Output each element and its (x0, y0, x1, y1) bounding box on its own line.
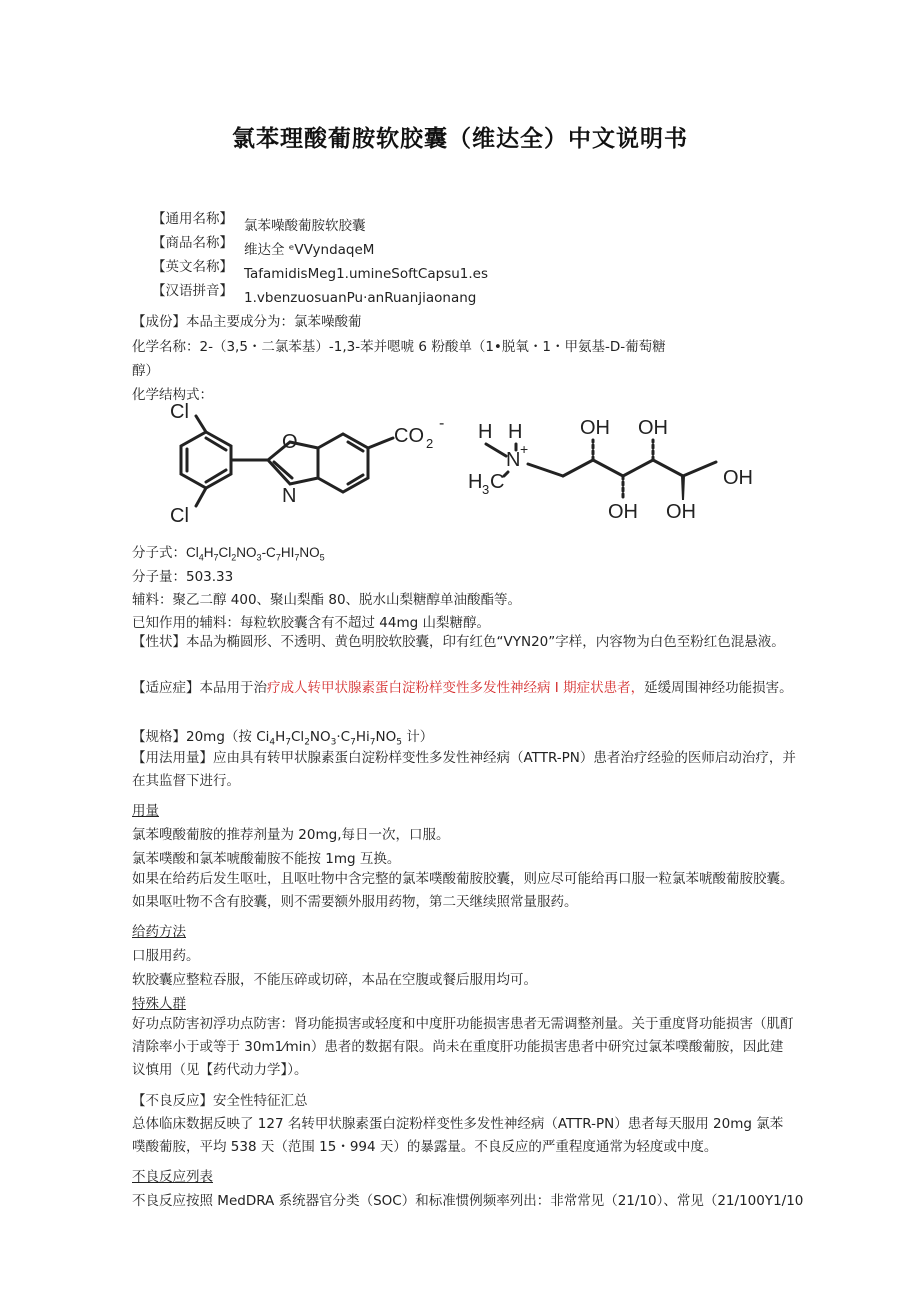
dose-line-3: 如果在给药后发生呕吐，且呕吐物中含完整的氯苯噗酸葡胺胶囊，则应尽可能给再口服一粒氯苯唬酸葡胺胶囊。如果呕吐物不含有胶囊，则不需要额外服用药物，第二天继续照常量服药。 (132, 871, 794, 910)
struct-h2: H (508, 421, 523, 443)
special-population-heading: 特殊人群 (132, 996, 186, 1012)
appearance: 【性状】本品为椭圆形、不透明、黄色明胶软胶囊，印有红色“VYN20”字样，内容物为白色至粉红色混悬液。 (132, 634, 785, 650)
dose-line-1: 氯苯嗖酸葡胺的推荐剂量为 20mg,每日一次，口服。 (132, 827, 450, 843)
indication-highlight: 疗成人转甲状腺素蛋白淀粉样变性多发性神经病 I 期症状患者， (267, 680, 645, 696)
adverse-heading: 【不良反应】安全性特征汇总 (132, 1093, 308, 1109)
excipients: 辅料：聚乙二醇 400、聚山梨酯 80、脱水山梨糖醇单油酸酯等。 (132, 592, 522, 608)
svg-text:2: 2 (426, 436, 434, 451)
struct-oh3: OH (608, 501, 638, 523)
dose-line-2: 氯苯噗酸和氯苯唬酸葡胺不能按 1mg 互换。 (132, 851, 401, 867)
adverse-text: 总体临床数据反映了 127 名转甲状腺素蛋白淀粉样变性多发性神经病（ATTR-PN）患者每天服用 20mg 氯苯噗酸葡胺，平均 538 天（范围 15・994 天）的暴露量。不良反应的严重程度通常为轻度或中度。 (132, 1116, 784, 1155)
svg-text:3: 3 (482, 482, 490, 497)
admin-line-1: 口服用药。 (132, 948, 200, 964)
known-excipients: 已知作用的辅料：每粒软胶囊含有不超过 44mg 山梨糖醇。 (132, 615, 490, 631)
struct-n-plus: N (506, 449, 521, 471)
composition: 【成份】本品主要成分为：氯苯噪酸葡 (132, 314, 362, 330)
svg-text:-: - (439, 415, 445, 432)
adverse-list-heading: 不良反应列表 (132, 1169, 213, 1185)
dose-heading: 用量 (132, 803, 159, 819)
struct-oh5: OH (723, 467, 753, 489)
chemical-structure-label: 化学结构式： (132, 387, 213, 403)
struct-co2: CO (394, 425, 424, 447)
struct-nitrogen: N (282, 485, 297, 507)
indication: 【适应症】本品用于治疗成人转甲状腺素蛋白淀粉样变性多发性神经病 I 期症状患者，延缓周围神经功能损害。 (132, 680, 793, 696)
chemical-structure-diagram (168, 398, 784, 530)
molecular-formula: 分子式：$Cl_4H_7Cl_2NO_3-C_7HI_7NO_5$ (132, 545, 325, 563)
meta-pinyin: 【汉语拼音】 1.vbenzuosuanPu·anRuanjiaonang (152, 283, 477, 306)
chemical-name-cont: 醇） (132, 363, 159, 379)
adverse-list-text: 不良反应按照 MedDRA 系统器官分类（SOC）和标准惯例频率列出：非常常见（21/10）、常见（21/100Y1/10 (132, 1193, 804, 1209)
admin-heading: 给药方法 (132, 924, 186, 940)
svg-text:C: C (490, 471, 505, 493)
molecular-weight: 分子量：503.33 (132, 569, 234, 585)
svg-text:+: + (520, 441, 529, 457)
meta-brand-name: 【商品名称】 维达全 ᵉVVyndaqeM (152, 235, 375, 258)
struct-cl-bottom: Cl (170, 505, 189, 527)
struct-oh4: OH (666, 501, 696, 523)
struct-oh1: OH (580, 417, 610, 439)
admin-line-2: 软胶囊应整粒吞服，不能压碎或切碎，本品在空腹或餐后服用均可。 (132, 972, 537, 988)
struct-oxygen: O (282, 431, 298, 453)
meta-generic-name: 【通用名称】 氯苯噪酸葡胺软胶囊 (152, 211, 366, 234)
struct-h1: H (478, 421, 493, 443)
usage: 【用法用量】应由具有转甲状腺素蛋白淀粉样变性多发性神经病（ATTR-PN）患者治疗经验的医师启动治疗，并在其监督下进行。 (132, 750, 796, 789)
chemical-name: 化学名称：2-（3,5・二氯苯基）-1,3-苯并嗯唬 6 粉酸单（1•脱氧・1・甲氨基-D-葡萄糖 (132, 339, 666, 355)
special-population-text: 好功点防害初浮功点防害：肾功能损害或轻度和中度肝功能损害患者无需调整剂量。关于重度肾功能损害（肌酊清除率小于或等于 30m1⁄min）患者的数据有限。尚未在重度肝功能损害患者中研究过氯苯噗酸葡胺，因此建议慎用（见【药代动力学】）。 (132, 1016, 794, 1078)
meta-english-name: 【英文名称】 TafamidisMeg1.umineSoftCapsu1.es (152, 259, 489, 282)
struct-h3c: H (468, 471, 483, 493)
page-title: 氯苯理酸葡胺软胶囊（维达全）中文说明书 (232, 126, 688, 152)
struct-oh2: OH (638, 417, 668, 439)
struct-cl-top: Cl (170, 401, 189, 423)
specification: 【规格】20mg（按 $Ci_4H_7Cl_2NO_3\cdot C_7Hi_7NO_5$ 计） (132, 729, 434, 748)
